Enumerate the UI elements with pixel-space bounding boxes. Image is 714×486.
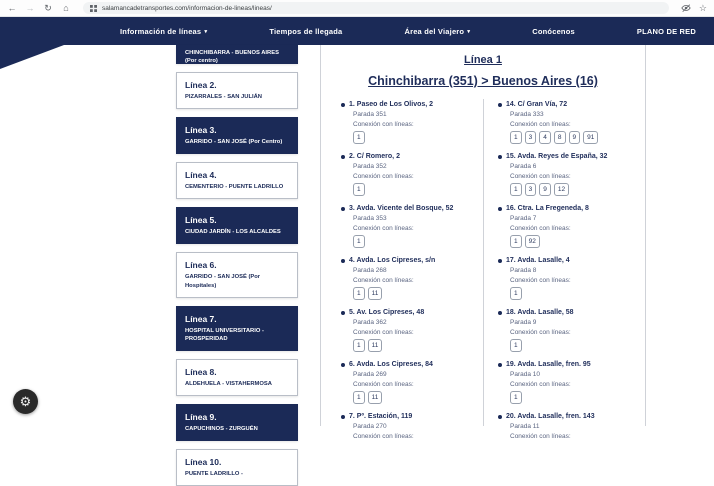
nav-item-label: Tiempos de llegada xyxy=(269,26,343,36)
stop-link[interactable] xyxy=(498,257,639,264)
toolbar-right xyxy=(681,3,707,14)
stop-item xyxy=(341,101,477,144)
stop-marker-icon xyxy=(498,415,502,419)
stop-item xyxy=(498,153,639,196)
connection-badge[interactable]: 9 xyxy=(569,131,581,144)
connection-badge[interactable]: 1 xyxy=(510,391,522,404)
stop-name: 14. C/ Gran Vía, 72 xyxy=(506,101,568,108)
stop-link[interactable] xyxy=(341,413,477,420)
stop-item xyxy=(498,361,639,404)
connections-label: Conexión con líneas: xyxy=(353,225,414,232)
connections-label: Conexión con líneas: xyxy=(353,329,414,336)
stop-link[interactable] xyxy=(498,361,639,368)
stop-parada: Parada 333 xyxy=(510,111,544,118)
stop-marker-icon xyxy=(341,103,345,107)
nav-item-label: Información de líneas xyxy=(120,26,202,36)
stop-item xyxy=(498,205,639,248)
line-card-title: Línea 7. xyxy=(185,313,217,324)
stop-marker-icon xyxy=(341,259,345,263)
line-card-title: Línea 6. xyxy=(185,260,217,271)
line-title: Línea 1 xyxy=(464,54,502,66)
connection-badges xyxy=(353,235,477,248)
stop-name: 6. Avda. Los Cipreses, 84 xyxy=(349,361,433,368)
connection-badge[interactable]: 1 xyxy=(510,183,522,196)
stop-marker-icon xyxy=(341,207,345,211)
connection-badge[interactable]: 1 xyxy=(510,339,522,352)
stop-link[interactable] xyxy=(498,205,639,212)
stop-link[interactable] xyxy=(498,101,639,108)
line-card-subtitle: PUENTE LADRILLO - xyxy=(185,471,243,478)
chevron-down-icon: ▾ xyxy=(204,28,208,35)
line-card-title: Línea 8. xyxy=(185,366,217,377)
stop-link[interactable] xyxy=(498,309,639,316)
site-tiles-icon xyxy=(90,5,97,12)
stop-marker-icon xyxy=(498,311,502,315)
connection-badges xyxy=(353,287,477,300)
connections-label: Conexión con líneas: xyxy=(353,381,414,388)
stop-marker-icon xyxy=(498,259,502,263)
stop-marker-icon xyxy=(341,363,345,367)
line-card-title: Línea 4. xyxy=(185,170,217,181)
connection-badge[interactable]: 1 xyxy=(510,131,522,144)
stop-link[interactable] xyxy=(498,153,639,160)
route-title: Chinchibarra (351) > Buenos Aires (16) xyxy=(368,74,598,88)
stop-link[interactable] xyxy=(341,101,477,108)
connection-badge[interactable]: 1 xyxy=(353,235,365,248)
corner-decoration xyxy=(0,45,64,69)
stop-item xyxy=(341,257,477,300)
line-card-subtitle: ALDEHUELA - VISTAHERMOSA xyxy=(185,380,272,387)
stop-link[interactable] xyxy=(341,361,477,368)
stop-item xyxy=(341,413,477,443)
stop-parada: Parada 270 xyxy=(353,423,387,430)
sidebar-line-card[interactable] xyxy=(176,449,298,486)
sidebar-line-card[interactable] xyxy=(176,72,298,109)
sidebar-line-card[interactable] xyxy=(176,306,298,351)
connection-badge[interactable]: 1 xyxy=(510,287,522,300)
stop-name: 17. Avda. Lasalle, 4 xyxy=(506,257,570,264)
stop-marker-icon xyxy=(498,155,502,159)
connection-badges xyxy=(353,183,477,196)
connection-badge[interactable]: 1 xyxy=(353,183,365,196)
page-content xyxy=(0,45,714,478)
nav-item[interactable] xyxy=(269,27,342,36)
line-card-title: Línea 10. xyxy=(185,457,222,468)
connections-label: Conexión con líneas: xyxy=(353,277,414,284)
connections-label: Conexión con líneas: xyxy=(510,329,571,336)
stop-name: 18. Avda. Lasalle, 58 xyxy=(506,309,574,316)
stop-name: 7. Pº. Estación, 119 xyxy=(349,413,413,420)
stop-name: 20. Avda. Lasalle, fren. 143 xyxy=(506,413,595,420)
stop-item xyxy=(498,257,639,300)
stop-parada: Parada 11 xyxy=(510,423,540,430)
stop-name: 19. Avda. Lasalle, fren. 95 xyxy=(506,361,591,368)
connection-badge[interactable]: 1 xyxy=(353,131,365,144)
home-icon[interactable]: ⌂ xyxy=(63,2,69,13)
connection-badge[interactable]: 1 xyxy=(353,391,365,404)
line-card-subtitle: CEMENTERIO - PUENTE LADRILLO xyxy=(185,184,284,191)
connection-badge[interactable]: 92 xyxy=(525,235,540,248)
line-card-subtitle: GARRIDO - SAN JOSÉ (Por Centro) xyxy=(185,139,283,146)
sidebar-line-card[interactable] xyxy=(176,359,298,396)
stop-name: 4. Avda. Los Cipreses, s/n xyxy=(349,257,436,264)
connection-badge[interactable]: 91 xyxy=(583,131,598,144)
stop-link[interactable] xyxy=(498,413,639,420)
line-card-title: Línea 3. xyxy=(185,125,217,136)
line-card-subtitle: CAPUCHINOS - ZURGUÉN xyxy=(185,425,258,432)
back-icon[interactable]: ← xyxy=(7,2,17,13)
nav-item-label: Área del Viajero xyxy=(404,26,465,36)
nav-item-label: PLANO DE RED xyxy=(636,26,696,36)
connection-badges xyxy=(510,131,639,144)
line-card-subtitle: HOSPITAL UNIVERSITARIO - PROSPERIDAD xyxy=(185,327,264,342)
stop-item xyxy=(341,309,477,352)
address-bar[interactable] xyxy=(83,2,669,14)
connection-badge[interactable]: 11 xyxy=(368,287,383,300)
stop-item xyxy=(341,361,477,404)
browser-toolbar xyxy=(0,0,714,17)
bookmark-star-icon[interactable]: ☆ xyxy=(698,2,707,13)
connection-badge[interactable]: 3 xyxy=(525,183,537,196)
stop-parada: Parada 6 xyxy=(510,163,537,170)
url-text: salamancadetransportes.com/informacion-de-lineas/lineas/ xyxy=(102,4,272,12)
stop-link[interactable] xyxy=(341,257,477,264)
sidebar-line-card[interactable] xyxy=(176,207,298,244)
stop-marker-icon xyxy=(341,155,345,159)
connection-badge[interactable]: 12 xyxy=(554,183,569,196)
stop-item xyxy=(498,309,639,352)
connection-badges xyxy=(510,183,639,196)
connections-label: Conexión con líneas: xyxy=(510,225,571,232)
stop-link[interactable] xyxy=(341,309,477,316)
connections-label: Conexión con líneas: xyxy=(510,173,571,180)
stop-parada: Parada 353 xyxy=(353,215,387,222)
nav-item[interactable] xyxy=(532,27,575,36)
chevron-down-icon: ▾ xyxy=(467,28,471,35)
stop-marker-icon xyxy=(498,363,502,367)
nav-item[interactable] xyxy=(637,27,696,36)
stop-name: 16. Ctra. La Fregeneda, 8 xyxy=(506,205,589,212)
connection-badges xyxy=(353,339,477,352)
stop-name: 5. Av. Los Cipreses, 48 xyxy=(349,309,425,316)
connections-label: Conexión con líneas: xyxy=(510,121,571,128)
line-card-subtitle: CIUDAD JARDÍN - LOS ALCALDES xyxy=(185,229,281,236)
gear-icon: ⚙ xyxy=(19,393,32,409)
connections-label: Conexión con líneas: xyxy=(353,433,414,440)
stop-marker-icon xyxy=(498,207,502,211)
connections-label: Conexión con líneas: xyxy=(510,381,571,388)
sidebar-line-card-active[interactable] xyxy=(176,45,298,64)
stops-column-left xyxy=(321,99,483,440)
stop-parada: Parada 7 xyxy=(510,215,537,222)
line-card-subtitle: CHINCHIBARRA - BUENOS AIRES (Por centro) xyxy=(185,50,279,65)
line-card-title: Línea 5. xyxy=(185,215,217,226)
lines-sidebar xyxy=(176,45,298,478)
stop-marker-icon xyxy=(498,103,502,107)
stop-parada: Parada 10 xyxy=(510,371,540,378)
line-card-title: Línea 2. xyxy=(185,80,217,90)
stop-name: 15. Avda. Reyes de España, 32 xyxy=(506,153,608,160)
stop-parada: Parada 352 xyxy=(353,163,387,170)
stop-parada: Parada 8 xyxy=(510,267,537,274)
connection-badges xyxy=(510,287,639,300)
accessibility-gear-button[interactable] xyxy=(13,389,38,414)
stop-item xyxy=(341,205,477,248)
stops-column-right xyxy=(483,99,645,440)
stop-name: 2. C/ Romero, 2 xyxy=(349,153,400,160)
connection-badges xyxy=(510,339,639,352)
sidebar-line-card[interactable] xyxy=(176,162,298,199)
eye-off-icon[interactable] xyxy=(681,3,691,13)
connection-badge[interactable]: 9 xyxy=(539,183,551,196)
line-detail-panel xyxy=(320,45,646,440)
connection-badge[interactable]: 1 xyxy=(353,339,365,352)
forward-icon[interactable]: → xyxy=(25,2,35,13)
stop-name: 3. Avda. Vicente del Bosque, 52 xyxy=(349,205,454,212)
nav-item[interactable] xyxy=(120,27,207,36)
connection-badge[interactable]: 11 xyxy=(368,339,383,352)
connection-badge[interactable]: 8 xyxy=(554,131,566,144)
connection-badge[interactable]: 1 xyxy=(353,287,365,300)
connections-label: Conexión con líneas: xyxy=(353,121,414,128)
sidebar-line-card[interactable] xyxy=(176,404,298,441)
nav-item-label: Conócenos xyxy=(532,26,575,36)
connection-badges xyxy=(353,131,477,144)
stop-name: 1. Paseo de Los Olivos, 2 xyxy=(349,101,434,108)
stop-parada: Parada 269 xyxy=(353,371,387,378)
stop-parada: Parada 9 xyxy=(510,319,537,326)
connection-badge[interactable]: 1 xyxy=(510,235,522,248)
stop-parada: Parada 268 xyxy=(353,267,387,274)
connection-badge[interactable]: 3 xyxy=(525,131,537,144)
stop-link[interactable] xyxy=(341,205,477,212)
connections-label: Conexión con líneas: xyxy=(510,433,571,440)
stop-parada: Parada 362 xyxy=(353,319,387,326)
stop-parada: Parada 351 xyxy=(353,111,387,118)
sidebar-line-card[interactable] xyxy=(176,117,298,154)
stop-item xyxy=(341,153,477,196)
connection-badge[interactable]: 4 xyxy=(539,131,551,144)
nav-item[interactable] xyxy=(404,27,470,36)
connection-badges xyxy=(510,391,639,404)
connection-badge[interactable]: 11 xyxy=(368,391,383,404)
sidebar-line-card[interactable] xyxy=(176,252,298,297)
line-card-subtitle: PIZARRALES - SAN JULIÁN xyxy=(185,94,262,100)
connection-badges xyxy=(353,391,477,404)
stops-area xyxy=(321,99,645,440)
stop-item xyxy=(498,101,639,144)
connections-label: Conexión con líneas: xyxy=(510,277,571,284)
stop-link[interactable] xyxy=(341,153,477,160)
connection-badges xyxy=(510,235,639,248)
line-card-title: Línea 9. xyxy=(185,411,217,422)
site-navbar xyxy=(0,17,714,45)
reload-icon[interactable]: ↻ xyxy=(44,2,52,13)
stop-marker-icon xyxy=(341,415,345,419)
line-card-subtitle: GARRIDO - SAN JOSÉ (Por Hospitales) xyxy=(185,274,261,289)
stop-marker-icon xyxy=(341,311,345,315)
stop-item xyxy=(498,413,639,443)
connections-label: Conexión con líneas: xyxy=(353,173,414,180)
